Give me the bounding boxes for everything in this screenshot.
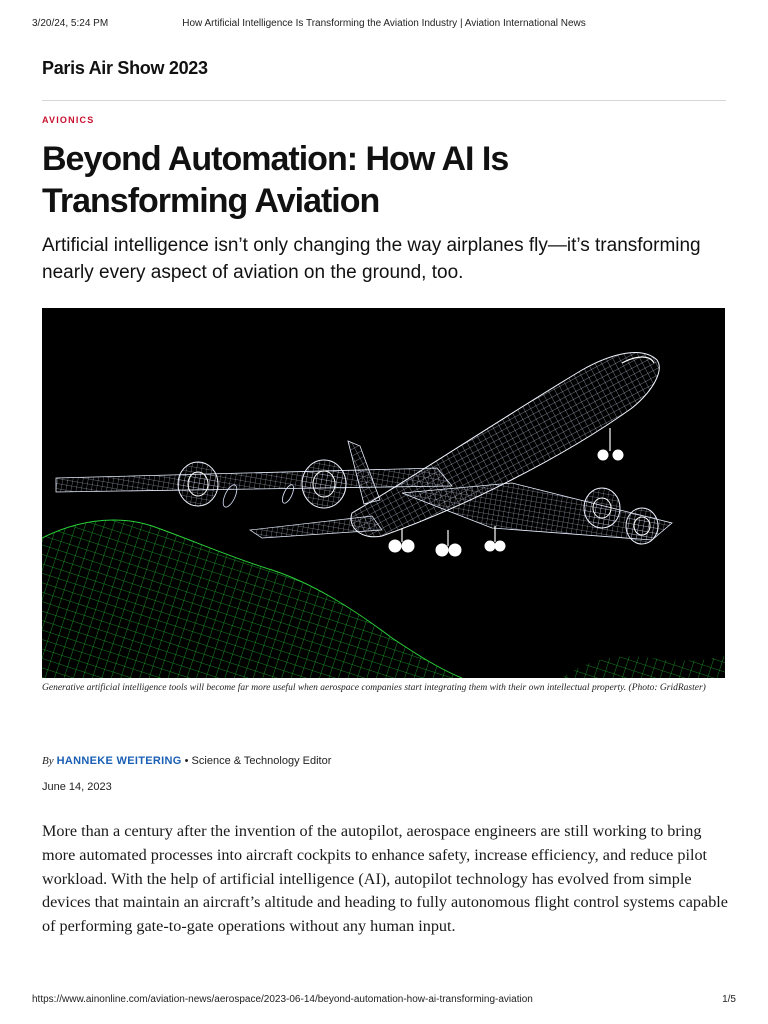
author-role: Science & Technology Editor: [191, 755, 332, 767]
print-document-title: How Artificial Intelligence Is Transforming the Aviation Industry | Aviation International News: [182, 18, 586, 29]
publish-date: June 14, 2023: [42, 781, 112, 793]
print-datetime: 3/20/24, 5:24 PM: [32, 18, 109, 29]
article-headline: Beyond Automation: How AI Is Transforming Aviation: [42, 140, 509, 220]
page-number: 1/5: [722, 994, 736, 1005]
article-subheadline: Artificial intelligence isn’t only changing the way airplanes fly—it’s transforming nearly every aspect of aviation on the ground, too.: [42, 235, 701, 283]
article-body-paragraph: More than a century after the invention of the autopilot, aerospace engineers are still working to bring more automated processes into aircraft cockpits to enhance safety, increase efficiency, and reduce pilot workload. With the help of artificial intelligence (AI), autopilot technology has evolved from simple devices that maintain an aircraft’s altitude and heading to fully autonomous flight control systems capable of performing gate-to-gate operations without any human input.: [42, 822, 728, 936]
hero-image: [42, 308, 725, 678]
article-byline: [42, 755, 331, 767]
article-category[interactable]: AVIONICS: [42, 115, 95, 125]
wireframe-airplane-illustration: [42, 308, 725, 678]
print-footer: [0, 994, 768, 1008]
byline-separator: •: [184, 755, 189, 767]
header-divider: [42, 100, 726, 101]
author-link[interactable]: HANNEKE WEITERING: [56, 755, 182, 767]
print-header: [0, 14, 768, 30]
image-caption: Generative artificial intelligence tools will become far more useful when aerospace companies start integrating them with their own intellectual property. (Photo: GridRaster): [42, 683, 706, 693]
site-name[interactable]: Paris Air Show 2023: [42, 58, 208, 78]
byline-by: By: [42, 755, 54, 767]
print-url: https://www.ainonline.com/aviation-news/aerospace/2023-06-14/beyond-automation-how-ai-transforming-aviation: [32, 994, 533, 1005]
